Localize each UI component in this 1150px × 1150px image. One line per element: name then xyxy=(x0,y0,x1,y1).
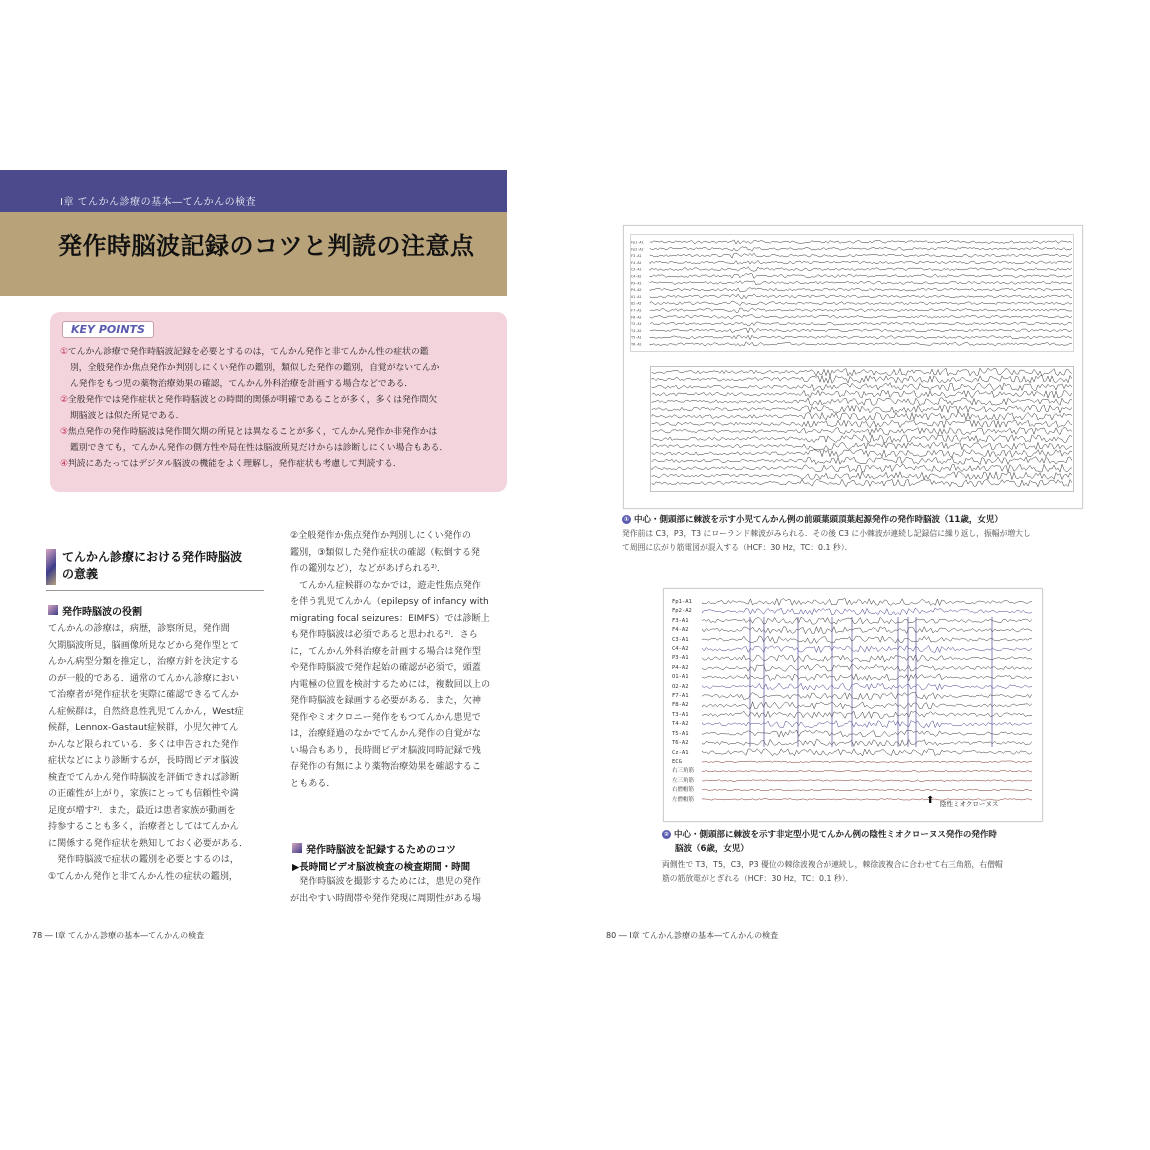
body-text-line: 内電極の位置を検討するためには，複数回以上の xyxy=(290,679,491,690)
eeg-trace xyxy=(652,390,1072,398)
key-point-text: 別，全般発作か焦点発作か判別しにくい発作の鑑別，類似した発作の鑑別，自覚がないてんか xyxy=(70,363,440,373)
figure2-caption-title xyxy=(662,828,997,840)
eeg-trace xyxy=(650,253,1072,258)
channel-label: C3-A1 xyxy=(672,636,689,643)
body-text-line: て治療者が発作症状を実際に確認できるてんか xyxy=(48,690,239,700)
body-text-line: 作の鑑別など），などがあげられる²⁾． xyxy=(290,564,446,574)
body-text-line: に関係する発作症状を熟知しておく必要がある． xyxy=(48,838,249,849)
channel-label: T4-A2 xyxy=(672,721,689,728)
channel-label: Fp2-A2 xyxy=(631,247,644,252)
body-text-line: 持参することも多く，治療者としてはてんかん xyxy=(48,822,239,832)
section-heading-line1: てんかん診療における発作時脳波 xyxy=(62,550,243,564)
eeg-trace xyxy=(702,761,1032,763)
channel-label: O1-A1 xyxy=(631,294,642,299)
key-point-line xyxy=(60,360,500,376)
figure2-number-badge: ② xyxy=(663,831,670,838)
eeg-trace xyxy=(650,308,1072,313)
page-title: 発作時脳波記録のコツと判読の注意点 xyxy=(58,232,475,260)
channel-label: T3-A1 xyxy=(631,322,642,327)
section-marker-icon xyxy=(46,549,56,585)
eeg-trace xyxy=(650,247,1072,251)
up-arrow-icon: ⬆ xyxy=(926,795,935,806)
figure2-caption-title2: 脳波（6歳，女児） xyxy=(675,844,749,854)
eeg-trace xyxy=(702,789,1032,791)
eeg-trace xyxy=(652,413,1072,421)
key-point-text: てんかん診療で発作時脳波記録を必要とするのは，てんかん発作と非てんかん性の症状の鑑 xyxy=(67,347,429,357)
figure1-caption-line: 発作前は C3，P3，T3 にローランド棘波がみられる．その後 C3 に小棘波が連続し記録信に繰り返し，振幅が増大し xyxy=(622,529,1031,538)
eeg-trace xyxy=(652,376,1072,384)
key-point-text: 期脳波とは似た所見である． xyxy=(70,411,185,421)
channel-label: F8-A2 xyxy=(672,702,689,709)
body-text-line: かんなど限られている．多くは申告された発作 xyxy=(48,739,239,750)
eeg-trace xyxy=(650,301,1072,306)
eeg-trace xyxy=(650,240,1072,244)
left-column-text xyxy=(48,621,266,885)
body-text-line: も発作時脳波は必須であると思われる²⁾．さら xyxy=(290,630,478,640)
eeg-trace xyxy=(702,646,1032,653)
eeg-trace xyxy=(702,608,1032,615)
body-text-line: ともある． xyxy=(290,778,336,789)
channel-label: Fp2-A2 xyxy=(672,608,692,615)
channel-label: T4-A2 xyxy=(631,328,642,333)
channel-label: 左僧帽筋 xyxy=(672,796,695,803)
eeg-trace xyxy=(652,457,1072,465)
channel-label: O2-A2 xyxy=(631,301,642,306)
body-text-line: のが一般的である．通常のてんかん診療におい xyxy=(48,673,239,684)
figure1-caption-line: て周囲に広がり筋電図が混入する（HCF：30 Hz，TC：0.1 秒）． xyxy=(622,543,853,552)
key-point-line xyxy=(60,424,500,440)
channel-label: F7-A1 xyxy=(631,308,642,313)
channel-label: Fp1-A1 xyxy=(672,599,692,605)
body-text-line: ん症候群は，自然終息性乳児てんかん，West症 xyxy=(48,706,244,717)
eeg-trace xyxy=(650,294,1072,299)
channel-label: F8-A2 xyxy=(631,315,642,320)
key-point-number: ③ xyxy=(60,427,68,437)
subsubsection-heading: ▶長時間ビデオ脳波検査の検査期間・時間 xyxy=(292,862,471,873)
eeg-trace xyxy=(652,472,1072,480)
body-text-line: てんかん症候群のなかでは，遊走性焦点発作 xyxy=(290,580,481,591)
body-text-line: 発作やミオクロニー発作をもつてんかん患児で xyxy=(290,712,481,723)
key-point-line xyxy=(60,408,500,424)
eeg-trace xyxy=(652,398,1072,406)
channel-label: P4-A2 xyxy=(672,664,689,671)
figure1-eeg-bottom xyxy=(650,366,1074,492)
body-text-line: 鑑別，③類似した発作症状の確認（転倒する発 xyxy=(290,547,481,558)
channel-label: 左三角筋 xyxy=(672,777,695,784)
channel-label: T6-A2 xyxy=(631,342,642,347)
eeg-trace xyxy=(652,428,1072,436)
eeg-trace xyxy=(652,450,1072,458)
channel-label: P3-A1 xyxy=(672,655,689,662)
figure2-annotation: 陰性ミオクローヌス xyxy=(940,800,999,808)
channel-label: F4-A2 xyxy=(672,627,689,634)
body-text-line: を伴う乳児てんかん（epilepsy of infancy with xyxy=(290,597,489,607)
eeg-trace xyxy=(650,281,1072,285)
channel-label: C4-A2 xyxy=(672,646,689,653)
channel-label: P3-A1 xyxy=(631,281,642,286)
body-text-line: 症状などにより診断するが，長時間ビデオ脳波 xyxy=(48,756,239,766)
key-point-text: 焦点発作の発作時脳波は発作間欠期の所見とは異なることが多く，てんかん発作か非発作かは xyxy=(67,427,438,437)
channel-label: T3-A1 xyxy=(672,711,689,718)
body-text-line: 候群，Lennox-Gastaut症候群，小児欠神てん xyxy=(48,723,239,733)
eeg-trace xyxy=(702,711,1032,718)
key-point-line xyxy=(60,344,500,360)
eeg-trace xyxy=(650,342,1072,347)
key-point-number: ② xyxy=(60,395,68,405)
key-point-text: 全般発作では発作症状と発作時脳波との時間的関係が明確であることが多く，多くは発作間欠 xyxy=(67,395,438,405)
eeg-trace xyxy=(702,693,1032,700)
subsection2-marker-icon xyxy=(292,843,302,853)
eeg-trace xyxy=(702,730,1032,737)
key-point-line xyxy=(60,456,500,472)
body-text-line: い場合もあり，長時間ビデオ脳波同時記録で残 xyxy=(290,745,481,756)
eeg-trace xyxy=(650,260,1072,264)
eeg-trace xyxy=(702,636,1032,643)
body-text-line: 欠期脳波所見，脳画像所見などから発作型とて xyxy=(48,640,239,651)
figure2-eeg xyxy=(702,597,1036,802)
eeg-trace xyxy=(702,664,1032,671)
eeg-panel-border xyxy=(631,235,1074,352)
figure1-caption-body xyxy=(622,527,1031,555)
key-point-line xyxy=(60,392,500,408)
channel-label: F4-A2 xyxy=(631,260,642,265)
key-point-line xyxy=(60,440,500,456)
channel-label: 右三角筋 xyxy=(672,768,695,775)
figure2-caption-line: 両側性で T3，T5，C3，P3 優位の棘徐波複合が連続し，棘徐波複合に合わせて右三角筋，右僧帽 xyxy=(662,860,1003,869)
right-column-text xyxy=(290,528,508,792)
key-point-text: 鑑別できても，てんかん発作の側方性や局在性は脳波所見だけからは診断しにくい場合もある． xyxy=(70,443,449,453)
body-text-line: の正確性が上がり，家族にとっても信頼性や満 xyxy=(48,789,239,799)
channel-label: F7-A1 xyxy=(672,693,689,700)
section-heading-line2: の意義 xyxy=(62,567,99,581)
body-text-line: ②全般発作か焦点発作か判別しにくい発作の xyxy=(290,531,471,541)
eeg-trace xyxy=(702,655,1032,662)
left-page-footer: 78 ― I章 てんかん診療の基本―てんかんの検査 xyxy=(32,931,205,940)
channel-label: Cz-A1 xyxy=(672,749,689,756)
body-text-line: 検査でてんかん発作時脳波を評価できれば診断 xyxy=(48,772,239,783)
key-point-text: ん発作をもつ児の薬物治療効果の確認，てんかん外科治療を計画する場合などである． xyxy=(70,379,414,389)
right-page-footer: 80 ― I章 てんかん診療の基本―てんかんの検査 xyxy=(606,931,779,940)
channel-label: F3-A1 xyxy=(631,254,642,259)
eeg-trace xyxy=(650,328,1072,333)
eeg-trace xyxy=(652,368,1072,376)
body-text-line: や発作時脳波で発作起始の確認が必須で，頭蓋 xyxy=(290,663,481,673)
key-point-number: ④ xyxy=(60,459,68,469)
figure1-number-badge: ① xyxy=(623,516,630,523)
eeg-trace xyxy=(702,674,1032,681)
channel-label: Fp1-A1 xyxy=(631,240,644,245)
key-point-text: 判読にあたってはデジタル脳波の機能をよく理解し，発作症状も考慮して判読する． xyxy=(67,459,402,469)
eeg-trace xyxy=(702,770,1032,772)
channel-label: T5-A1 xyxy=(672,730,689,737)
eeg-trace xyxy=(702,721,1032,728)
eeg-trace xyxy=(652,383,1072,391)
channel-label: C4-A2 xyxy=(631,274,642,279)
right-column-text-2 xyxy=(290,874,508,907)
eeg-trace xyxy=(650,314,1072,319)
eeg-trace xyxy=(650,335,1072,340)
eeg-trace xyxy=(650,322,1072,326)
body-text-line: migrating focal seizures：EIMFS）では診断上 xyxy=(290,613,490,624)
subsection2-heading: 発作時脳波を記録するためのコツ xyxy=(306,845,456,856)
eeg-trace xyxy=(702,780,1032,782)
eeg-trace xyxy=(702,683,1032,690)
chapter-label: I章 てんかん診療の基本―てんかんの検査 xyxy=(60,197,257,208)
body-text-line: に，てんかん外科治療を計画する場合は発作型 xyxy=(290,646,481,657)
eeg-trace xyxy=(652,435,1072,443)
channel-label: O2-A2 xyxy=(672,683,689,690)
channel-label: T6-A2 xyxy=(672,740,689,747)
key-points-list xyxy=(60,344,500,472)
figure1-caption-text: 中心・側頭部に棘波を示す小児てんかん例の前頭葉頭頂葉起源発作の発作時脳波（11歳，女児） xyxy=(634,515,1003,525)
eeg-trace xyxy=(702,598,1032,605)
body-text-line: は，治療経過のなかでてんかん発作の自覚がな xyxy=(290,729,481,739)
subsection-heading: 発作時脳波の役割 xyxy=(62,607,142,618)
key-point-number: ① xyxy=(60,347,68,357)
eeg-trace xyxy=(702,739,1032,746)
eeg-trace xyxy=(650,288,1072,292)
figure1-caption-title xyxy=(622,513,1003,525)
eeg-trace xyxy=(652,442,1072,450)
figure2-caption-line: 筋の筋放電がとぎれる（HCF：30 Hz，TC：0.1 秒）． xyxy=(662,874,854,883)
body-text-line: 発作時脳波を撮影するためには，患児の発作 xyxy=(290,877,481,887)
body-text-line: が出やすい時間帯や発作発現に周期性がある場 xyxy=(290,893,481,904)
eeg-trace xyxy=(650,267,1072,272)
body-text-line: んかん病型分類を推定し，治療方針を決定する xyxy=(48,657,239,667)
eeg-trace xyxy=(650,274,1072,279)
channel-label: P4-A2 xyxy=(631,288,642,293)
subsection-marker-icon xyxy=(48,605,58,615)
eeg-trace xyxy=(652,420,1072,428)
body-text-line: 発作時脳波で症状の鑑別を必要とするのは， xyxy=(48,855,239,865)
section-heading xyxy=(62,549,242,583)
channel-label: T5-A1 xyxy=(631,335,642,340)
figure2-channel-labels xyxy=(672,598,694,805)
key-point-line xyxy=(60,376,500,392)
channel-label: ECG xyxy=(672,758,682,765)
figure2-caption-text: 中心・側頭部に棘波を示す非定型小児てんかん例の陰性ミオクローヌス発作の発作時 xyxy=(674,830,997,840)
key-points-tag: KEY POINTS xyxy=(62,321,154,338)
body-text-line: 存発作の有無により薬物治療効果を確認するこ xyxy=(290,762,481,772)
body-text-line: てんかんの診療は，病歴，診察所見，発作間 xyxy=(48,624,230,634)
eeg-trace xyxy=(702,749,1032,756)
channel-label: C3-A1 xyxy=(631,267,642,272)
channel-label: 右僧帽筋 xyxy=(672,787,695,794)
body-text-line: 発作時脳波を録画する必要がある．また，欠神 xyxy=(290,696,481,706)
body-text-line: 足度が増す²⁾．また，最近は患者家族が動画を xyxy=(48,805,236,816)
channel-label: O1-A1 xyxy=(672,674,689,681)
channel-label: F3-A1 xyxy=(672,617,689,624)
eeg-trace xyxy=(652,479,1072,487)
section-divider xyxy=(46,590,264,591)
eeg-trace xyxy=(702,627,1032,634)
figure1-eeg-top xyxy=(630,234,1074,352)
eeg-trace xyxy=(702,702,1032,709)
eeg-trace xyxy=(652,405,1072,413)
eeg-trace xyxy=(652,464,1072,472)
body-text-line: ①てんかん発作と非てんかん性の症状の鑑別， xyxy=(48,871,239,882)
figure2-caption-body xyxy=(662,858,1003,886)
eeg-trace xyxy=(702,617,1032,624)
